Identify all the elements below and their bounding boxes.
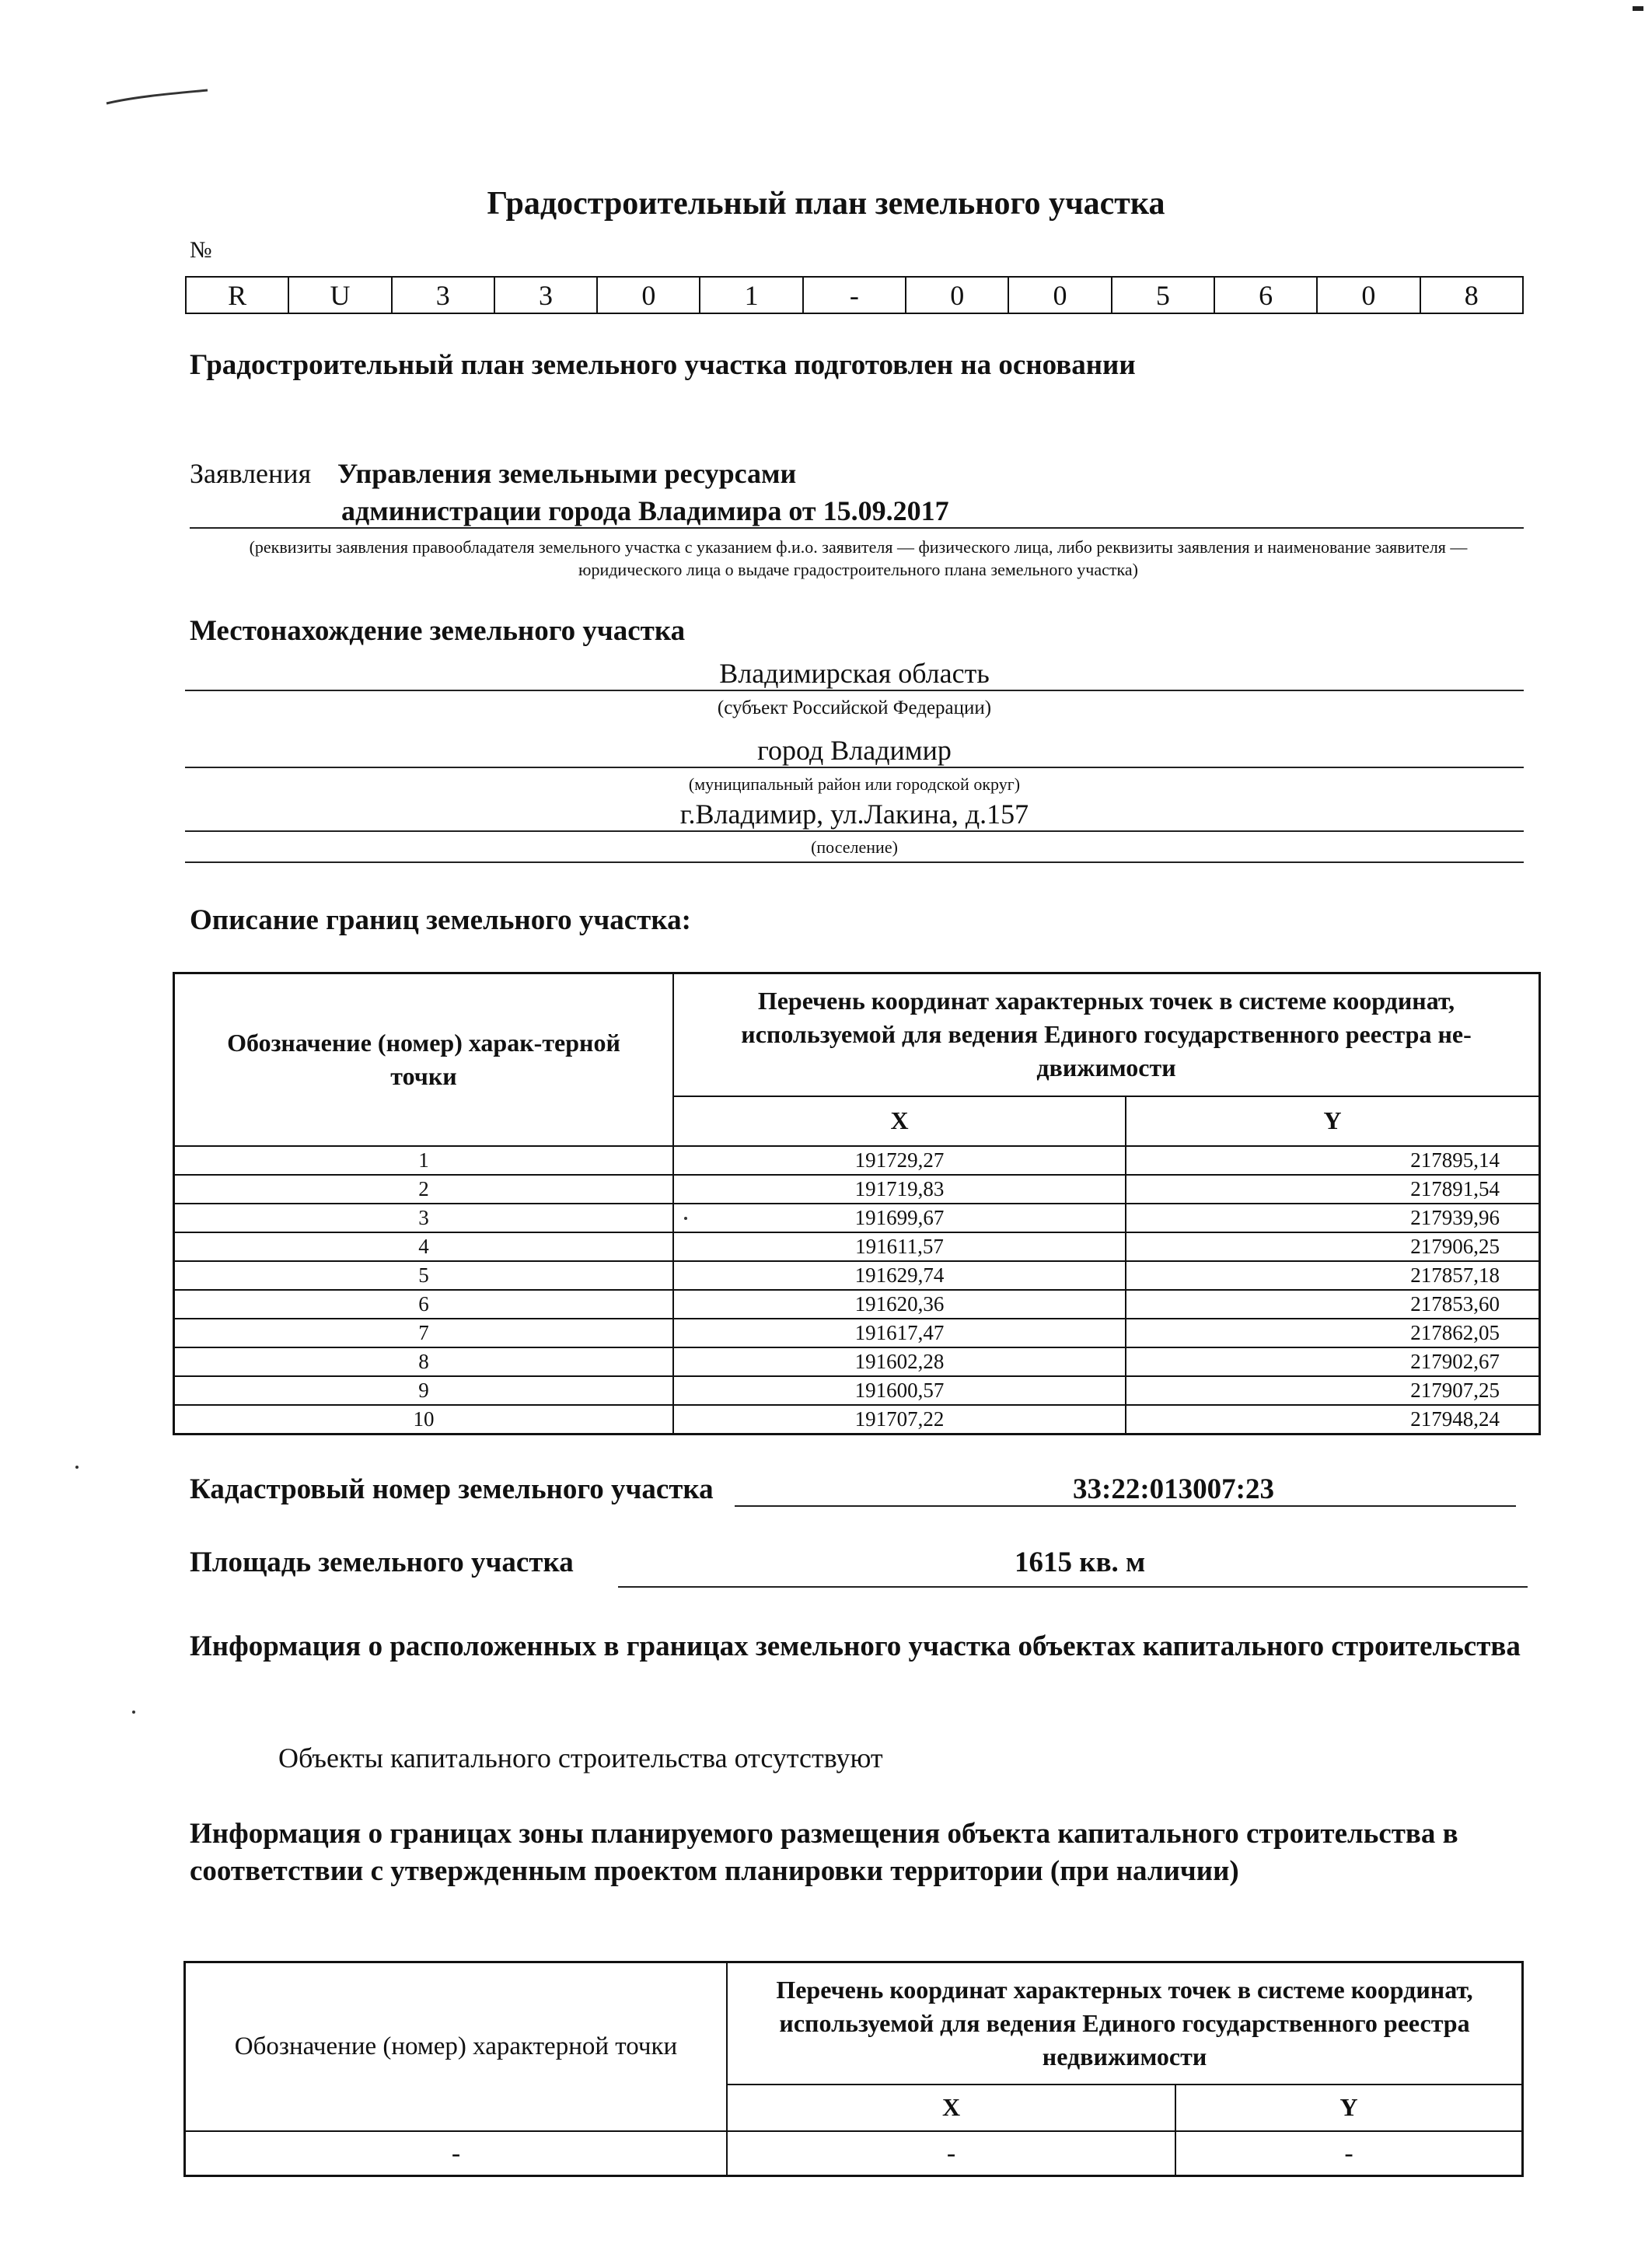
point-y: 217939,96 [1126,1204,1540,1232]
col-point-header: Обозначение (номер) харак-терной точки [174,973,674,1147]
point-y: 217857,18 [1126,1261,1540,1290]
gpzu-char: 0 [906,277,1008,313]
scan-speck [684,1217,687,1220]
area-underline [618,1586,1528,1588]
location-district: город Владимир [185,734,1524,768]
point-number: 1 [174,1146,674,1175]
point-number: 10 [174,1405,674,1435]
capital-value: Объекты капитального строительства отсутствуют [278,1742,883,1774]
capital-heading: Информация о расположенных в границах земельного участка объектах капитального строительства [190,1630,1521,1662]
point-number: 4 [174,1232,674,1261]
scan-speck [132,1711,135,1714]
gpzu-char: 3 [392,277,494,313]
cadastral-value: 33:22:013007:23 [1073,1473,1274,1505]
table-row [174,1319,1540,1347]
location-district-note: (муниципальный район или городской округ) [688,774,1021,794]
point-x: 191617,47 [673,1319,1126,1347]
point-x: 191600,57 [673,1376,1126,1405]
gpzu-char: U [288,277,391,313]
col-x-header: X [673,1096,1126,1146]
gpzu-number-grid [185,276,1524,314]
point-x: 191602,28 [673,1347,1126,1376]
point-x: 191719,83 [673,1175,1126,1204]
point-x: 191729,27 [673,1146,1126,1175]
point-y: 217891,54 [1126,1175,1540,1204]
table-row [174,1232,1540,1261]
location-subject: Владимирская область [185,657,1524,691]
location-settlement-note: (поселение) [811,837,898,857]
table-row [174,1175,1540,1204]
location-subject-note: (субъект Российской Федерации) [717,697,992,718]
table-row [174,1146,1540,1175]
point-number: 3 [174,1204,674,1232]
table-row [174,1376,1540,1405]
gpzu-char: 0 [1008,277,1111,313]
location-divider [185,861,1524,863]
point-x: 191611,57 [673,1232,1126,1261]
gpzu-char: 1 [700,277,802,313]
zone-point-number: - [185,2131,728,2176]
point-y: 217907,25 [1126,1376,1540,1405]
point-number: 6 [174,1290,674,1319]
location-settlement: г.Владимир, ул.Лакина, д.157 [185,798,1524,832]
borders-heading: Описание границ земельного участка: [190,904,691,936]
location-heading: Местонахождение земельного участка [190,615,686,647]
area-label: Площадь земельного участка [190,1546,574,1578]
gpzu-char: 8 [1420,277,1523,313]
table-row [174,1347,1540,1376]
point-y: 217895,14 [1126,1146,1540,1175]
point-number: 7 [174,1319,674,1347]
zone-heading: Информация о границах зоны планируемого размещения объекта капитального строительства в соответствии с утвержденным проектом планировки территории (при наличии) [190,1818,1458,1888]
basis-heading: Градостроительный план земельного участка подготовлен на основании [190,349,1136,381]
point-number: 2 [174,1175,674,1204]
point-y: 217948,24 [1126,1405,1540,1435]
cadastral-label: Кадастровый номер земельного участка [190,1473,714,1505]
zone-point-x: - [727,2131,1175,2176]
point-number: 9 [174,1376,674,1405]
point-x: 191707,22 [673,1405,1126,1435]
table-row [174,1290,1540,1319]
zone-table [183,1961,1524,2177]
application-note: (реквизиты заявления правообладателя земельного участка с указанием ф.и.о. заявителя — физического лица, либо реквизиты заявления и наименование заявителя — юридического лица о выдаче градостроительного плана земельного участка) [249,537,1468,579]
point-y: 217862,05 [1126,1319,1540,1347]
document-title: Градостроительный план земельного участка [487,186,1165,222]
table-row [174,1261,1540,1290]
application-prefix: Заявления [190,458,312,489]
scan-speck [75,1466,79,1469]
gpzu-char: R [186,277,288,313]
col-list-header: Перечень координат характерных точек в системе координат, используемой для ведения Единого государственного реестра не-движимости [673,973,1540,1096]
area-value: 1615 кв. м [1015,1546,1146,1578]
gpzu-char: - [803,277,906,313]
point-y: 217853,60 [1126,1290,1540,1319]
application-line1: Управления земельными ресурсами [337,458,797,489]
zone-col-list-header: Перечень координат характерных точек в системе координат, используемой для ведения Единого государственного реестра недвижимости [727,1962,1523,2085]
gpzu-char: 0 [1317,277,1420,313]
zone-col-point-header: Обозначение (номер) характерной точки [185,1962,728,2132]
borders-table [173,972,1541,1435]
number-sign: № [190,237,212,263]
point-x: 191699,67 [673,1204,1126,1232]
table-row [174,1204,1540,1232]
zone-col-y-header: Y [1175,2085,1523,2131]
gpzu-char: 6 [1214,277,1317,313]
col-y-header: Y [1126,1096,1540,1146]
application-line2: администрации города Владимира от 15.09.2017 [190,494,1524,529]
point-x: 191629,74 [673,1261,1126,1290]
corner-mark-icon [1633,6,1643,11]
gpzu-char: 5 [1112,277,1214,313]
point-y: 217906,25 [1126,1232,1540,1261]
table-row [174,1405,1540,1435]
gpzu-char: 0 [597,277,700,313]
pen-mark-icon [105,84,214,107]
point-number: 8 [174,1347,674,1376]
point-y: 217902,67 [1126,1347,1540,1376]
zone-col-x-header: X [727,2085,1175,2131]
point-x: 191620,36 [673,1290,1126,1319]
zone-point-y: - [1175,2131,1523,2176]
table-row [185,2131,1523,2176]
gpzu-char: 3 [494,277,597,313]
point-number: 5 [174,1261,674,1290]
